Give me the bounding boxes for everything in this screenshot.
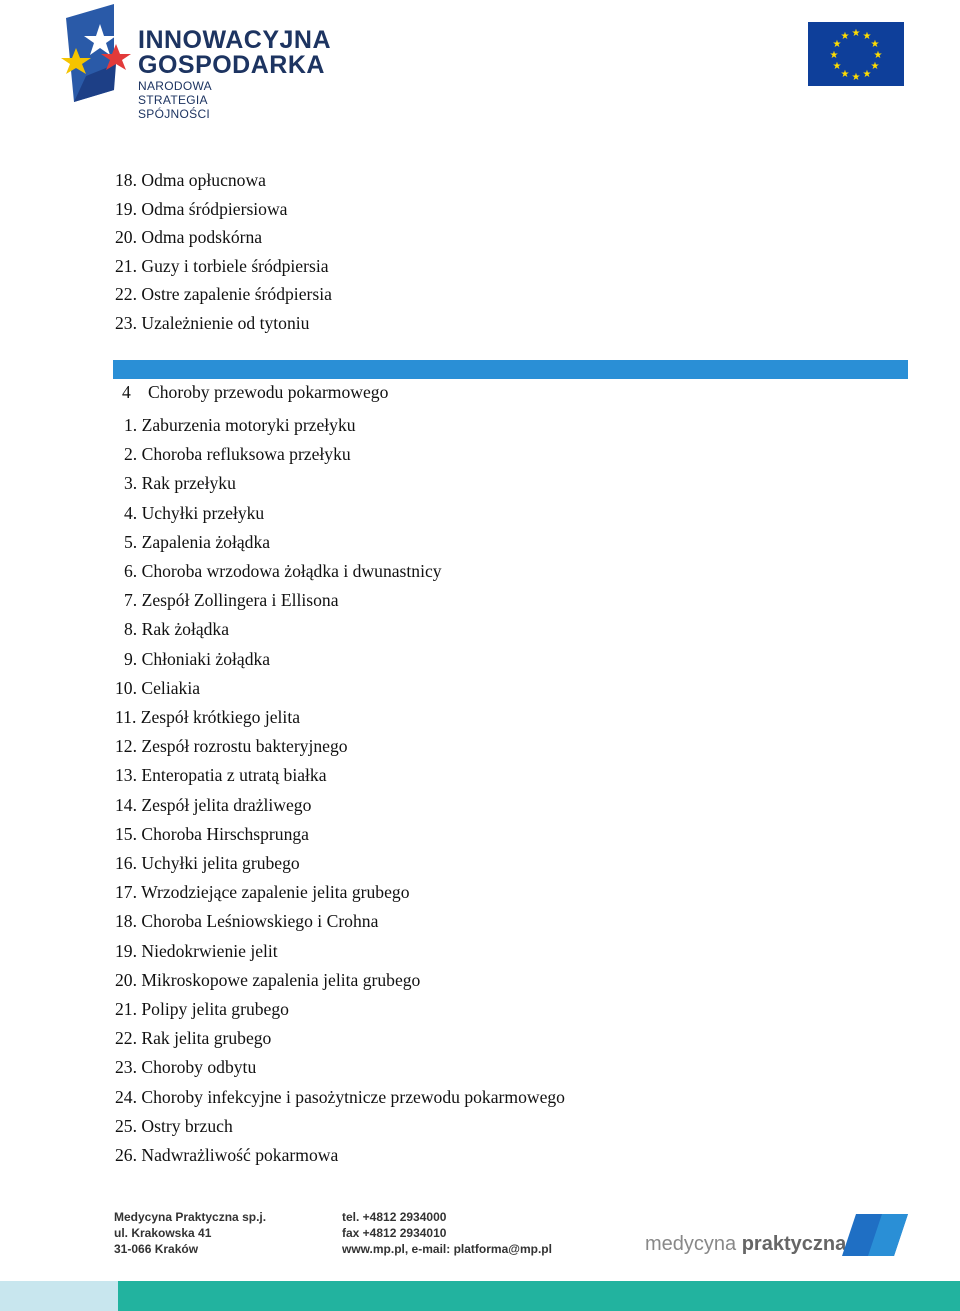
svg-text:★: ★	[832, 61, 842, 72]
list-item: 15. Choroba Hirschsprunga	[115, 823, 309, 844]
list-item: 22. Rak jelita grubego	[115, 1028, 272, 1049]
list-item: 1. Zaburzenia motoryki przełyku	[124, 415, 356, 435]
mp-brand-light: medycyna	[645, 1233, 737, 1255]
list-item: 11. Zespół krótkiego jelita	[115, 707, 301, 728]
list-item: 24. Choroby infekcyjne i pasożytnicze przewodu pokarmowego	[115, 1086, 565, 1107]
list-item: 22. Ostre zapalenie śródpiersia	[115, 284, 332, 305]
list-item: 25. Ostry brzuch	[115, 1115, 233, 1136]
footer-strip-accent	[0, 1281, 118, 1311]
list-item: 21. Polipy jelita grubego	[115, 999, 289, 1020]
list-item: 23. Uzależnienie od tytoniu	[115, 312, 310, 333]
svg-text:★: ★	[851, 28, 861, 39]
footer-city: 31-066 Kraków	[114, 1242, 199, 1256]
svg-text:★: ★	[870, 39, 880, 50]
svg-text:★: ★	[829, 50, 839, 61]
footer-address	[114, 1209, 266, 1257]
svg-text:★: ★	[840, 31, 850, 42]
svg-text:★: ★	[873, 50, 883, 61]
list-item: 6. Choroba wrzodowa żołądka i dwunastnicy	[124, 561, 442, 582]
ig-title-line1: INNOWACYJNA	[138, 26, 332, 54]
list-item: 12. Zespół rozrostu bakteryjnego	[115, 736, 348, 757]
svg-text:★: ★	[862, 69, 872, 80]
section-heading	[122, 379, 388, 405]
list-item: 20. Mikroskopowe zapalenia jelita grubego	[115, 969, 421, 990]
list-item: 14. Zespół jelita drażliwego	[115, 794, 312, 815]
list-item: 7. Zespół Zollingera i Ellisona	[124, 590, 339, 611]
list-item: 2. Choroba refluksowa przełyku	[124, 444, 351, 465]
mp-logo-icon	[842, 1214, 908, 1256]
list-item: 19. Odma śródpiersiowa	[115, 198, 288, 219]
list-item: 18. Odma opłucnowa	[115, 170, 266, 190]
mp-brand-text	[645, 1233, 846, 1256]
footer-contact	[342, 1209, 552, 1257]
list-item: 23. Choroby odbytu	[115, 1057, 257, 1078]
innowacyjna-gospodarka-logo-icon	[56, 4, 136, 102]
list-item: 17. Wrzodziejące zapalenie jelita grubego	[115, 882, 410, 903]
list-item: 26. Nadwrażliwość pokarmowa	[115, 1145, 339, 1166]
ig-subtitle: NARODOWA STRATEGIA SPÓJNOŚCI	[138, 79, 212, 121]
section-number: 4	[122, 382, 131, 402]
disease-list	[115, 411, 565, 1170]
list-item: 8. Rak żołądka	[124, 619, 230, 640]
list-item: 20. Odma podskórna	[115, 227, 263, 248]
list-item: 13. Enteropatia z utratą białka	[115, 765, 327, 786]
footer-web[interactable]: www.mp.pl, e-mail: platforma@mp.pl	[342, 1242, 552, 1256]
svg-text:★: ★	[832, 39, 842, 50]
footer-company: Medycyna Praktyczna sp.j.	[114, 1210, 267, 1224]
list-item: 18. Choroba Leśniowskiego i Crohna	[115, 911, 379, 932]
list-item: 9. Chłoniaki żołądka	[124, 648, 271, 669]
eu-flag-icon	[808, 22, 904, 86]
footer-tel: tel. +4812 2934000	[342, 1210, 447, 1224]
section-title: Choroby przewodu pokarmowego	[148, 382, 389, 402]
svg-text:★: ★	[840, 69, 850, 80]
list-item: 5. Zapalenia żołądka	[124, 531, 271, 552]
svg-text:★: ★	[862, 31, 872, 42]
footer-street: ul. Krakowska 41	[114, 1226, 212, 1240]
list-item: 3. Rak przełyku	[124, 473, 236, 494]
section-divider-bar	[113, 360, 908, 379]
footer-strip	[0, 1281, 960, 1311]
list-item: 16. Uchyłki jelita grubego	[115, 853, 300, 874]
footer-fax: fax +4812 2934010	[342, 1226, 447, 1240]
list-item: 19. Niedokrwienie jelit	[115, 940, 278, 961]
mp-brand-bold: praktyczna	[741, 1233, 847, 1255]
list-item: 10. Celiakia	[115, 677, 201, 698]
list-item: 21. Guzy i torbiele śródpiersia	[115, 255, 329, 276]
disease-list-continued	[115, 166, 332, 338]
list-item: 4. Uchyłki przełyku	[124, 502, 265, 523]
svg-text:★: ★	[851, 72, 861, 83]
svg-text:★: ★	[870, 61, 880, 72]
ig-title-line2: GOSPODARKA	[138, 51, 325, 79]
